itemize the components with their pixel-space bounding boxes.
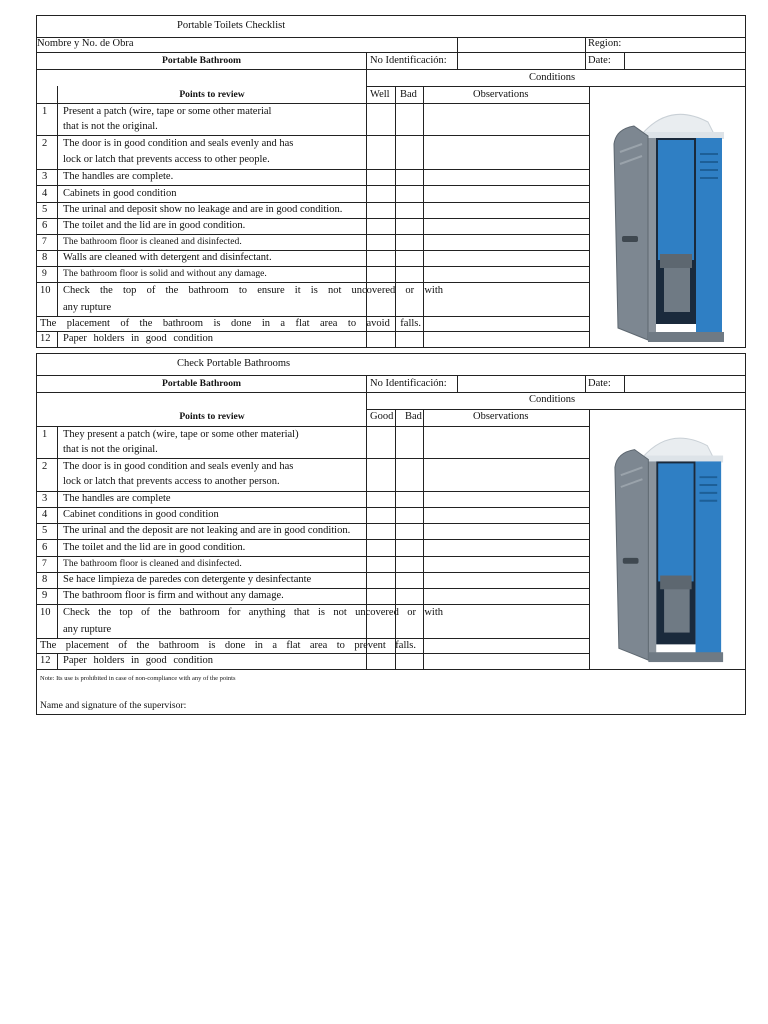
portable-toilet-image (612, 104, 727, 346)
usage-note: Note: Its use is prohibited in case of non-compliance with any of the points (40, 675, 236, 682)
item-text: Se hace limpieza de paredes con detergente y desinfectante (63, 574, 312, 585)
item-text-continued: lock or latch that prevents access to another person. (63, 476, 280, 487)
item-number: 9 (42, 590, 48, 601)
item-number: 9 (42, 268, 47, 279)
item-number: 3 (42, 493, 48, 504)
item-number: 10 (40, 607, 51, 618)
item-number: 8 (42, 574, 48, 585)
item-text: Paper holders in good condition (63, 655, 213, 666)
date-label: Date: (588, 55, 611, 66)
item-text: The bathroom floor is solid and without any damage. (63, 268, 267, 279)
item-text: They present a patch (wire, tape or some other material) (63, 429, 299, 440)
item-text-continued: lock or latch that prevents access to other people. (63, 154, 270, 165)
portable-toilet-image (612, 428, 727, 666)
item-number: 4 (42, 509, 48, 520)
item-text: The toilet and the lid are in good condition. (63, 220, 246, 231)
col-observations-label: Observations (473, 411, 529, 422)
item-text: The toilet and the lid are in good condition. (63, 542, 246, 553)
item-number: 8 (42, 252, 48, 263)
conditions-label: Conditions (529, 394, 576, 405)
supervisor-signature-label: Name and signature of the supervisor: (40, 700, 187, 711)
item-text: Check the top of the bathroom to ensure it is not uncovered or with (63, 285, 443, 296)
item-number: 7 (42, 558, 47, 569)
item-number: 12 (40, 333, 51, 344)
item-text: Cabinet conditions in good condition (63, 509, 219, 520)
item-text-continued: any rupture (63, 624, 112, 635)
item-text: The bathroom floor is cleaned and disinfected. (63, 236, 242, 247)
item-text: The placement of the bathroom is done in a flat area to avoid falls. (40, 318, 421, 329)
item-text: The door is in good condition and seals evenly and has (63, 138, 294, 149)
points-to-review-label: Points to review (179, 411, 245, 422)
date-label: Date: (588, 378, 611, 389)
item-number: 12 (40, 655, 51, 666)
check-portable-bathrooms (36, 353, 746, 715)
item-number: 5 (42, 204, 48, 215)
item-text: The placement of the bathroom is done in a flat area to prevent falls. (40, 640, 416, 651)
item-number: 2 (42, 138, 48, 149)
item-text-continued: that is not the original. (63, 444, 158, 455)
col-observations-label: Observations (473, 89, 529, 100)
item-text: The urinal and the deposit are not leaking and are in good condition. (63, 525, 351, 536)
item-text: The urinal and deposit show no leakage and are in good condition. (63, 204, 343, 215)
item-number: 5 (42, 525, 48, 536)
item-text: The handles are complete (63, 493, 171, 504)
section-subtitle: Portable Bathroom (162, 378, 241, 389)
col-good-label: Well (370, 89, 390, 100)
item-number: 2 (42, 461, 48, 472)
section-subtitle: Portable Bathroom (162, 55, 241, 66)
id-label: No Identificación: (370, 55, 447, 66)
checklist-title: Portable Toilets Checklist (177, 20, 286, 31)
col-bad-label: Bad (405, 411, 422, 422)
col-bad-label: Bad (400, 89, 417, 100)
item-number: 3 (42, 171, 48, 182)
item-number: 1 (42, 106, 48, 117)
item-text-continued: any rupture (63, 302, 112, 313)
item-text: Walls are cleaned with detergent and disinfectant. (63, 252, 272, 263)
conditions-label: Conditions (529, 72, 576, 83)
item-text: The door is in good condition and seals evenly and has (63, 461, 294, 472)
item-text: Cabinets in good condition (63, 188, 177, 199)
portable-toilets-checklist (36, 15, 746, 348)
item-text: The handles are complete. (63, 171, 174, 182)
item-number: 6 (42, 542, 48, 553)
checklist-title: Check Portable Bathrooms (177, 358, 291, 369)
id-label: No Identificación: (370, 378, 447, 389)
item-text-continued: that is not the original. (63, 121, 158, 132)
item-number: 6 (42, 220, 48, 231)
region-label: Region: (588, 38, 622, 49)
item-text: Check the top of the bathroom for anything that is not uncovered or with (63, 607, 443, 618)
item-text: The bathroom floor is firm and without any damage. (63, 590, 284, 601)
item-number: 7 (42, 236, 47, 247)
item-text: Present a patch (wire, tape or some other material (63, 106, 272, 117)
item-number: 4 (42, 188, 48, 199)
site-name-label: Nombre y No. de Obra (37, 38, 134, 49)
points-to-review-label: Points to review (179, 89, 245, 100)
item-number: 10 (40, 285, 51, 296)
item-text: Paper holders in good condition (63, 333, 213, 344)
item-text: The bathroom floor is cleaned and disinfected. (63, 558, 242, 569)
col-good-label: Good (370, 411, 394, 422)
item-number: 1 (42, 429, 48, 440)
